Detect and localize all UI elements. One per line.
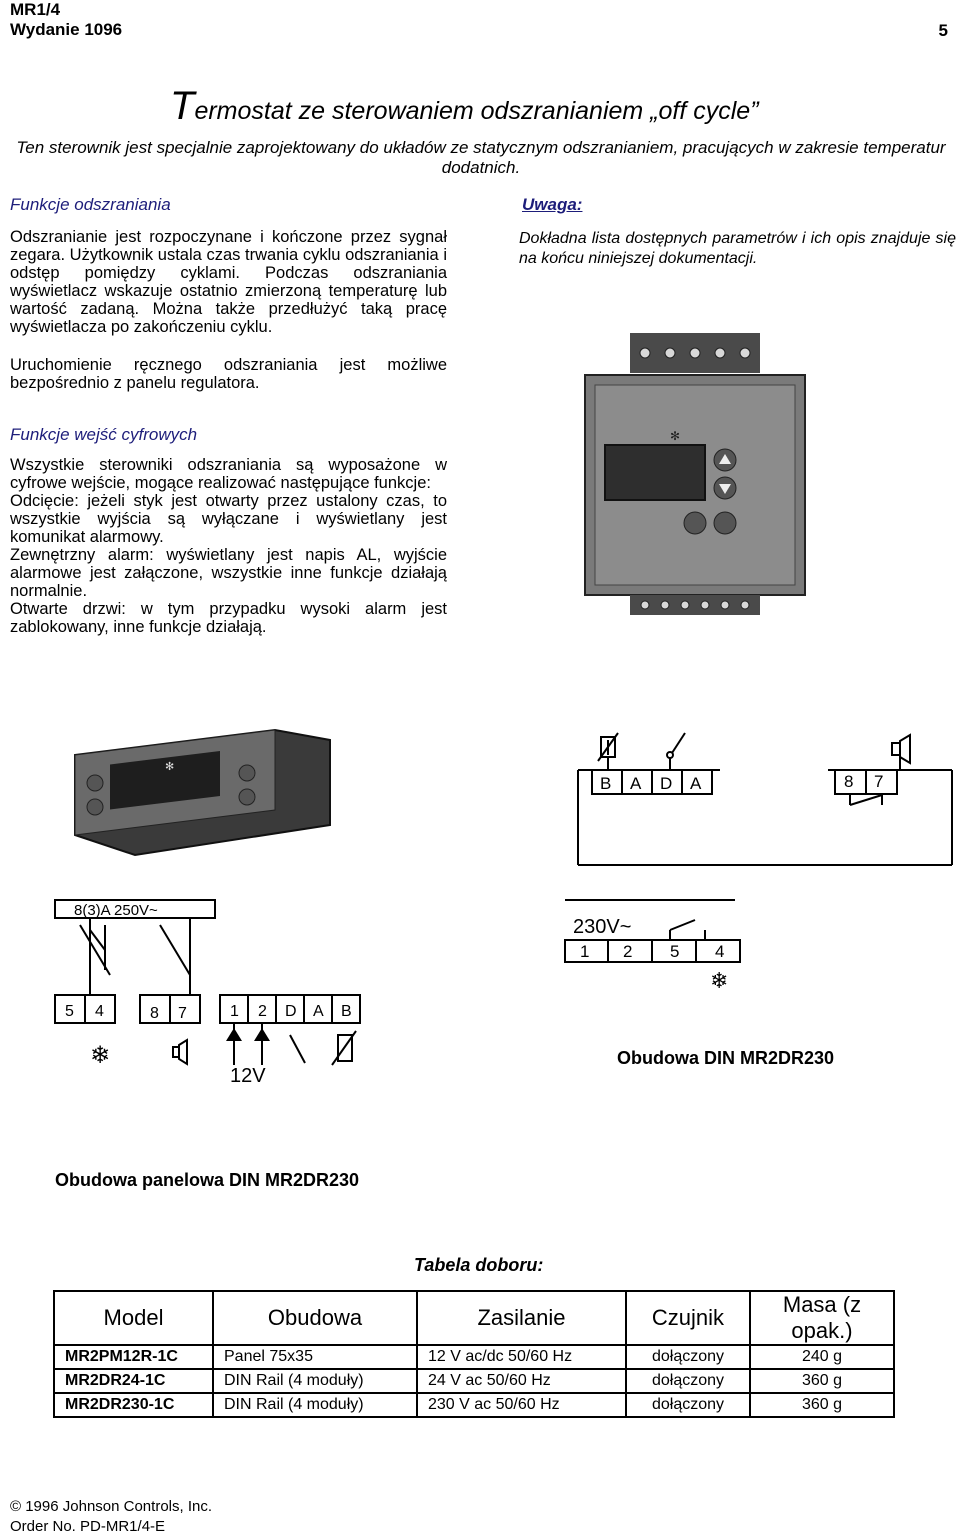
- doc-code: MR1/4: [10, 0, 61, 19]
- defrost-para-1: Odszranianie jest rozpoczynane i kończone przez sygnał zegara. Użytkownik ustala czas trwania cyklu odszraniania i odstęp pomiędzy cyklami. Podczas odszraniania wyświetlacz wskazuje ostatnio zmierzoną temperaturę lub wartość zadaną. Można także przedłużyć taką pracę wyświetlacza po zakończeniu cyklu.: [10, 228, 447, 336]
- cell-weight: 240 g: [750, 1345, 894, 1369]
- defrost-heading: Funkcje odszraniania: [10, 195, 171, 214]
- selection-table: [53, 1290, 895, 1418]
- din-supply-label: 230V~: [573, 916, 632, 938]
- cell-supply: 230 V ac 50/60 Hz: [417, 1393, 626, 1417]
- header-housing: Obudowa: [213, 1291, 417, 1345]
- panel-defrost-button: [87, 775, 103, 791]
- panel-terminal-c-2: D: [285, 1003, 297, 1020]
- din-terminal-left-2: D: [660, 774, 673, 793]
- cell-sensor: dołączony: [626, 1369, 750, 1393]
- panel-down-button: [239, 789, 255, 805]
- din-terminal-bottom-0: 1: [580, 942, 590, 961]
- panel-terminal-a-0: 5: [65, 1003, 74, 1020]
- order-number: Order No. PD-MR1/4-E: [10, 1518, 166, 1535]
- table-row: [54, 1393, 894, 1417]
- din-display: [605, 445, 705, 500]
- panel-device-image: [65, 715, 345, 865]
- edition: Wydanie 1096: [10, 20, 123, 39]
- panel-caption: Obudowa panelowa DIN MR2DR230: [55, 1170, 360, 1190]
- cell-model: MR2DR230-1C: [54, 1393, 213, 1417]
- panel-terminal-a-1: 4: [95, 1003, 104, 1020]
- din-terminal-bottom-2: 5: [670, 942, 680, 961]
- digital-heading: Funkcje wejść cyfrowych: [10, 425, 198, 444]
- defrost-para-2: Uruchomienie ręcznego odszraniania jest możliwe bezpośrednio z panelu regulatora.: [10, 356, 447, 392]
- header-weight: Masa (z opak.): [750, 1291, 894, 1345]
- panel-supply-label: 12V: [230, 1065, 266, 1087]
- cell-supply: 12 V ac/dc 50/60 Hz: [417, 1345, 626, 1369]
- panel-digital-input-switch-symbol: [290, 1035, 305, 1063]
- panel-terminal-c-0: 1: [230, 1003, 239, 1020]
- table-row: [54, 1345, 894, 1369]
- note-heading: Uwaga:: [522, 195, 583, 214]
- panel-wiring-diagram: [50, 895, 380, 1095]
- header-model: Model: [54, 1291, 213, 1345]
- panel-up-button: [239, 765, 255, 781]
- cell-housing: Panel 75x35: [213, 1345, 417, 1369]
- panel-supply-arrow-1: [226, 1028, 242, 1041]
- table-header-row: [54, 1291, 894, 1345]
- panel-snowflake-icon: ✻: [165, 761, 175, 773]
- title-initial: T: [170, 84, 195, 128]
- panel-defrost-snowflake-icon: ❄: [90, 1042, 111, 1069]
- din-terminal-left-3: A: [690, 774, 702, 793]
- panel-supply-arrow-2: [254, 1028, 270, 1041]
- din-terminal-bottom-1: 2: [623, 942, 633, 961]
- table-title: Tabela doboru:: [414, 1255, 544, 1275]
- digital-intro: Wszystkie sterowniki odszraniania są wyposażone w cyfrowe wejście, mogące realizować następujące funkcje:: [10, 456, 447, 492]
- din-caption: Obudowa DIN MR2DR230: [617, 1048, 835, 1068]
- copyright: © 1996 Johnson Controls, Inc.: [10, 1498, 213, 1515]
- defrost-section: [10, 228, 447, 392]
- din-terminal-left-0: B: [600, 774, 612, 793]
- panel-terminal-c-3: A: [313, 1003, 324, 1020]
- footer: [10, 1497, 212, 1537]
- cell-sensor: dołączony: [626, 1345, 750, 1369]
- page-title: [170, 84, 759, 129]
- digital-external-alarm: Zewnętrzny alarm: wyświetlany jest napis AL, wyjście alarmowe jest załączone, wszystkie inne funkcje działają normalnie.: [10, 546, 447, 600]
- cell-model: MR2DR24-1C: [54, 1369, 213, 1393]
- din-defrost-switch-symbol: [670, 920, 695, 930]
- cell-housing: DIN Rail (4 moduły): [213, 1369, 417, 1393]
- din-terminal-left-1: A: [630, 774, 642, 793]
- din-terminal-bottom-3: 4: [715, 942, 725, 961]
- cell-housing: DIN Rail (4 moduły): [213, 1393, 417, 1417]
- panel-relay-2-symbol: [160, 925, 190, 975]
- cell-supply: 24 V ac 50/60 Hz: [417, 1369, 626, 1393]
- panel-terminal-b-0: 8: [150, 1005, 159, 1022]
- digital-section: [10, 456, 447, 636]
- din-defrost-snowflake-icon: ❄: [710, 968, 729, 993]
- panel-terminal-c-4: B: [341, 1003, 352, 1020]
- panel-terminal-c-1: 2: [258, 1003, 267, 1020]
- panel-rating-label: 8(3)A 250V~: [74, 902, 158, 919]
- din-enter-button: [714, 512, 736, 534]
- header-supply: Zasilanie: [417, 1291, 626, 1345]
- panel-enter-button: [87, 799, 103, 815]
- intro-text: Ten sterownik jest specjalnie zaprojektowany do układów ze statycznym odszranianiem, pracujących w zakresie temperatur dodatnich.: [16, 138, 946, 177]
- page-number: 5: [938, 21, 948, 40]
- din-terminal-right-1: 7: [874, 772, 884, 791]
- cell-weight: 360 g: [750, 1369, 894, 1393]
- panel-alarm-icon: [173, 1040, 187, 1064]
- digital-open-door: Otwarte drzwi: w tym przypadku wysoki alarm jest zablokowany, inne funkcje działają.: [10, 600, 447, 636]
- cell-model: MR2PM12R-1C: [54, 1345, 213, 1369]
- din-switch-symbol: [672, 733, 685, 753]
- table-row: [54, 1369, 894, 1393]
- note-text: Dokładna lista dostępnych parametrów i ich opis znajduje się na końcu niniejszej dokumentacji.: [519, 230, 956, 267]
- panel-terminal-b-1: 7: [178, 1005, 187, 1022]
- din-terminal-right-0: 8: [844, 772, 854, 791]
- din-relay-contact-symbol: [850, 795, 882, 805]
- din-device-image: [575, 325, 815, 620]
- digital-cutoff: Odcięcie: jeżeli styk jest otwarty przez ustalony czas, to wszystkie wyjścia są wyłączane i wyświetlany jest komunikat alarmowy.: [10, 492, 447, 546]
- cell-sensor: dołączony: [626, 1393, 750, 1417]
- din-snowflake-icon: ✻: [670, 429, 681, 443]
- header-sensor: Czujnik: [626, 1291, 750, 1345]
- din-defrost-button: [684, 512, 706, 534]
- din-wiring-diagram: [560, 725, 960, 1005]
- cell-weight: 360 g: [750, 1393, 894, 1417]
- title-rest: ermostat ze sterowaniem odszranianiem „off cycle”: [194, 97, 759, 125]
